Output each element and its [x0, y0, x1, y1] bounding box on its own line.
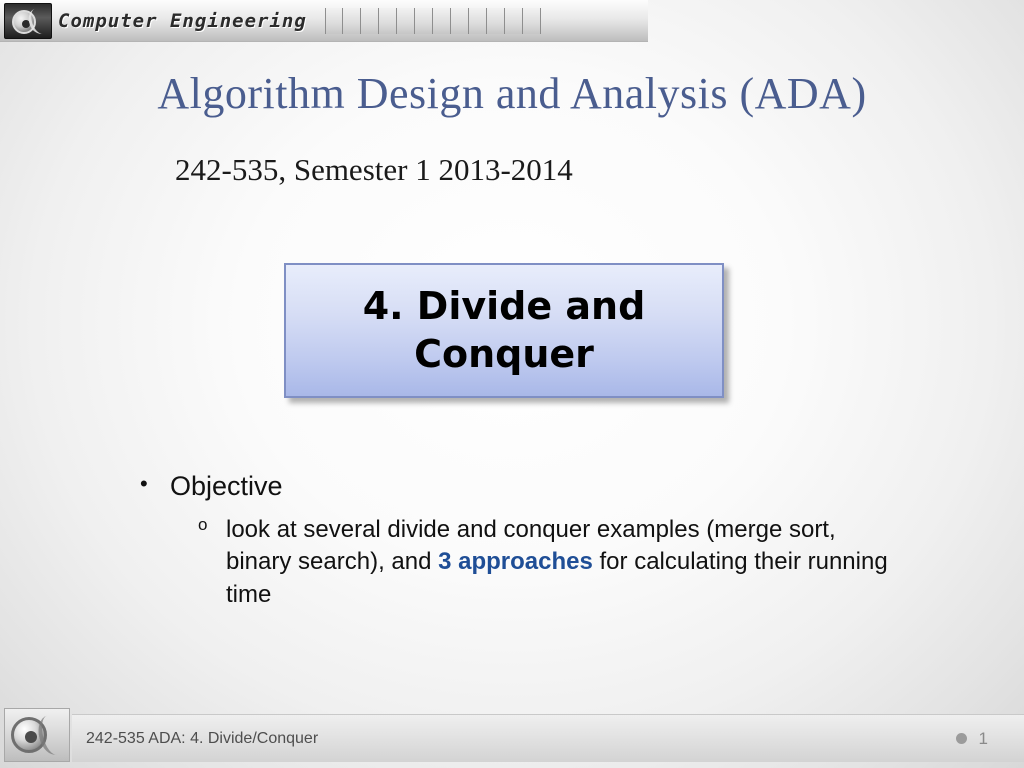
page-number: 1 [978, 728, 988, 748]
footer-gear-logo-icon [4, 708, 70, 762]
list-item-label [226, 514, 906, 611]
list-item-text-before: look at several divide and conquer examples (merge sort, binary search), and [226, 515, 836, 576]
header-bar [505, 8, 523, 34]
dot-icon [956, 733, 967, 744]
list-item-label: Objective [170, 471, 283, 501]
header-bar [397, 8, 415, 34]
header-bar [469, 8, 487, 34]
header-bar [325, 8, 343, 34]
list-item [140, 470, 980, 504]
list-item [198, 514, 980, 611]
slide-body [140, 470, 980, 611]
header-bar [361, 8, 379, 34]
page-title: Algorithm Design and Analysis (ADA) [157, 69, 867, 118]
header-bar [523, 8, 541, 34]
header-bar [415, 8, 433, 34]
header-banner [0, 0, 648, 42]
header-bar-decoration [325, 8, 541, 34]
page-subtitle: 242-535, Semester 1 2013-2014 [175, 152, 573, 187]
topic-box [284, 263, 724, 398]
header-bar [343, 8, 361, 34]
bullet-marker-icon: o [198, 514, 208, 534]
header-bar [379, 8, 397, 34]
footer-page-indicator [956, 729, 988, 749]
footer-label: 242-535 ADA: 4. Divide/Conquer [86, 729, 319, 747]
gear-logo-icon [4, 3, 52, 39]
footer-bar [72, 714, 1024, 762]
swoosh-shape [35, 712, 70, 757]
bullet-marker-icon: • [140, 471, 148, 496]
header-bar [487, 8, 505, 34]
header-bar [451, 8, 469, 34]
list-item-accent-text: 3 approaches [438, 548, 593, 576]
header-bar [433, 8, 451, 34]
topic-box-label: 4. Divide and Conquer [362, 284, 646, 376]
header-title: Computer Engineering [58, 9, 307, 32]
list-item-text-after: for calculating their running time [226, 548, 888, 608]
